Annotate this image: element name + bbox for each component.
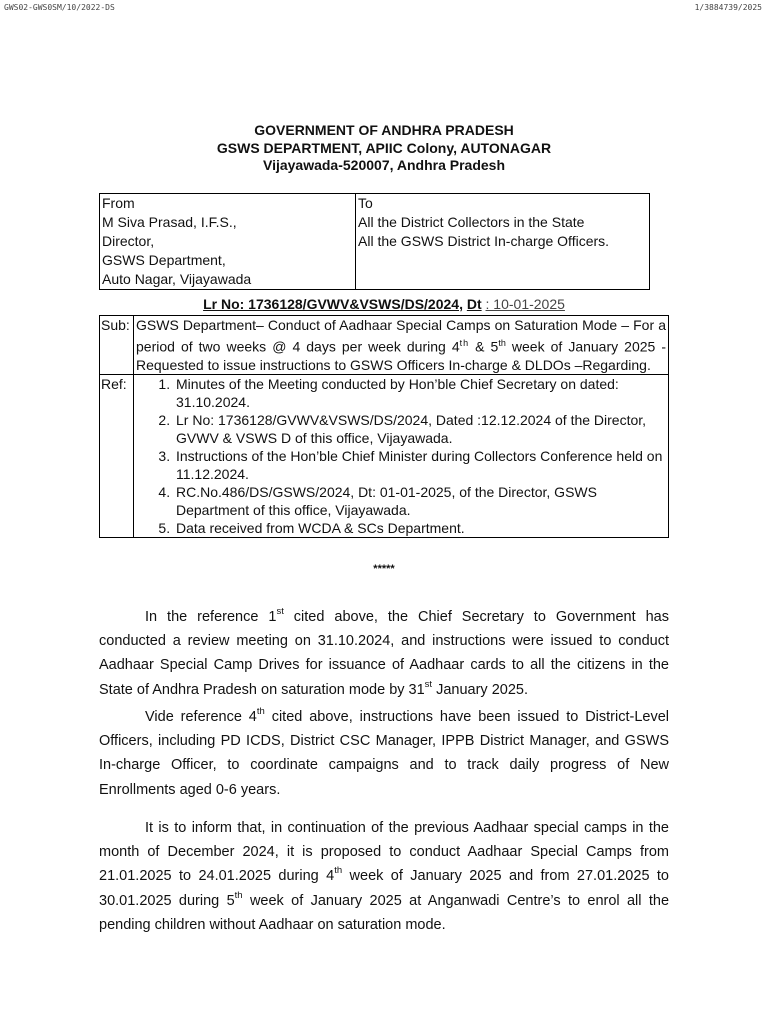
- letter-dt-label: Dt: [466, 296, 482, 312]
- from-line: Auto Nagar, Vijayawada: [102, 271, 252, 287]
- body-paragraph-1: In the reference 1st cited above, the Chief Secretary to Government has conducted a review meeting on 31.10.2024, and instructions were issued to conduct Aadhaar Special Camp Drives for issuance of Aadhaar cards to all the citizens in the State of Andhra Pradesh on saturation mode by 31st January 2025.: [99, 606, 669, 698]
- body-paragraph-2: Vide reference 4th cited above, instructions have been issued to District-Level Officers, including PD ICDS, District CSC Manager, IPPB District Manager, and GSWS In-charge Officer, to coordinate campaigns and to track daily progress of New Enrollments aged 0-6 years.: [99, 706, 669, 798]
- section-separator: *****: [373, 563, 395, 575]
- to-line: All the District Collectors in the State: [358, 214, 585, 230]
- subject-reference-table: [99, 315, 669, 538]
- body-paragraph-3: It is to inform that, in continuation of the previous Aadhaar special camps in the month of December 2024, it is proposed to conduct Aadhaar Special Camps from 21.01.2025 to 24.01.2025 during 4th week of January 2025 and from 27.01.2025 to 30.01.2025 during 5th week of January 2025 at Anganwadi Centre’s to enrol all the pending children without Aadhaar on saturation mode.: [99, 820, 670, 933]
- title-line-1: GOVERNMENT OF ANDHRA PRADESH: [254, 122, 514, 138]
- reference-item: 2. Lr No: 1736128/GVWV&VSWS/DS/2024, Dated :12.12.2024 of the Director, GVWV & VSWS D of this office, Vijayawada.: [174, 411, 666, 447]
- from-to-table: [99, 193, 650, 290]
- reference-item: 5. Data received from WCDA & SCs Department.: [174, 519, 666, 537]
- reference-list-cell: [134, 374, 669, 537]
- title-line-3: Vijayawada-520007, Andhra Pradesh: [262, 157, 505, 173]
- letter-date: : 10-01-2025: [485, 296, 565, 312]
- title-line-2: GSWS DEPARTMENT, APIIC Colony, AUTONAGAR: [216, 140, 552, 156]
- from-line: GSWS Department,: [102, 252, 226, 268]
- reference-item: 1. Minutes of the Meeting conducted by Hon’ble Chief Secretary on dated: 31.10.2024.: [174, 375, 666, 411]
- to-cell: [356, 194, 650, 290]
- letter-number-line: [0, 296, 768, 312]
- reference-item: 3. Instructions of the Hon’ble Chief Minister during Collectors Conference held on 11.12.2024.: [174, 447, 666, 483]
- file-code-right: 1/3884739/2025: [694, 3, 762, 12]
- subject-text: GSWS Department– Conduct of Aadhaar Special Camps on Saturation Mode – For a period of two weeks @ 4 days per week during 4th & 5th week of January 2025 - Requested to issue instructions to GSWS Officers In-charge & DLDOs –Regarding.: [134, 316, 669, 375]
- letter-number: Lr No: 1736128/GVWV&VSWS/DS/2024,: [203, 296, 463, 312]
- to-line: All the GSWS District In-charge Officers.: [358, 233, 610, 249]
- from-line: Director,: [102, 233, 155, 249]
- reference-label: Ref:: [100, 374, 134, 537]
- from-line: From: [102, 195, 135, 211]
- to-line: To: [358, 195, 373, 211]
- subject-label: Sub:: [100, 316, 134, 375]
- reference-item: 4. RC.No.486/DS/GSWS/2024, Dt: 01-01-2025, of the Director, GSWS Department of this office, Vijayawada.: [174, 483, 666, 519]
- reference-list: [136, 375, 666, 537]
- file-code-left: GWS02-GWS0SM/10/2022-DS: [4, 3, 115, 12]
- from-cell: [100, 194, 356, 290]
- from-line: M Siva Prasad, I.F.S.,: [102, 214, 237, 230]
